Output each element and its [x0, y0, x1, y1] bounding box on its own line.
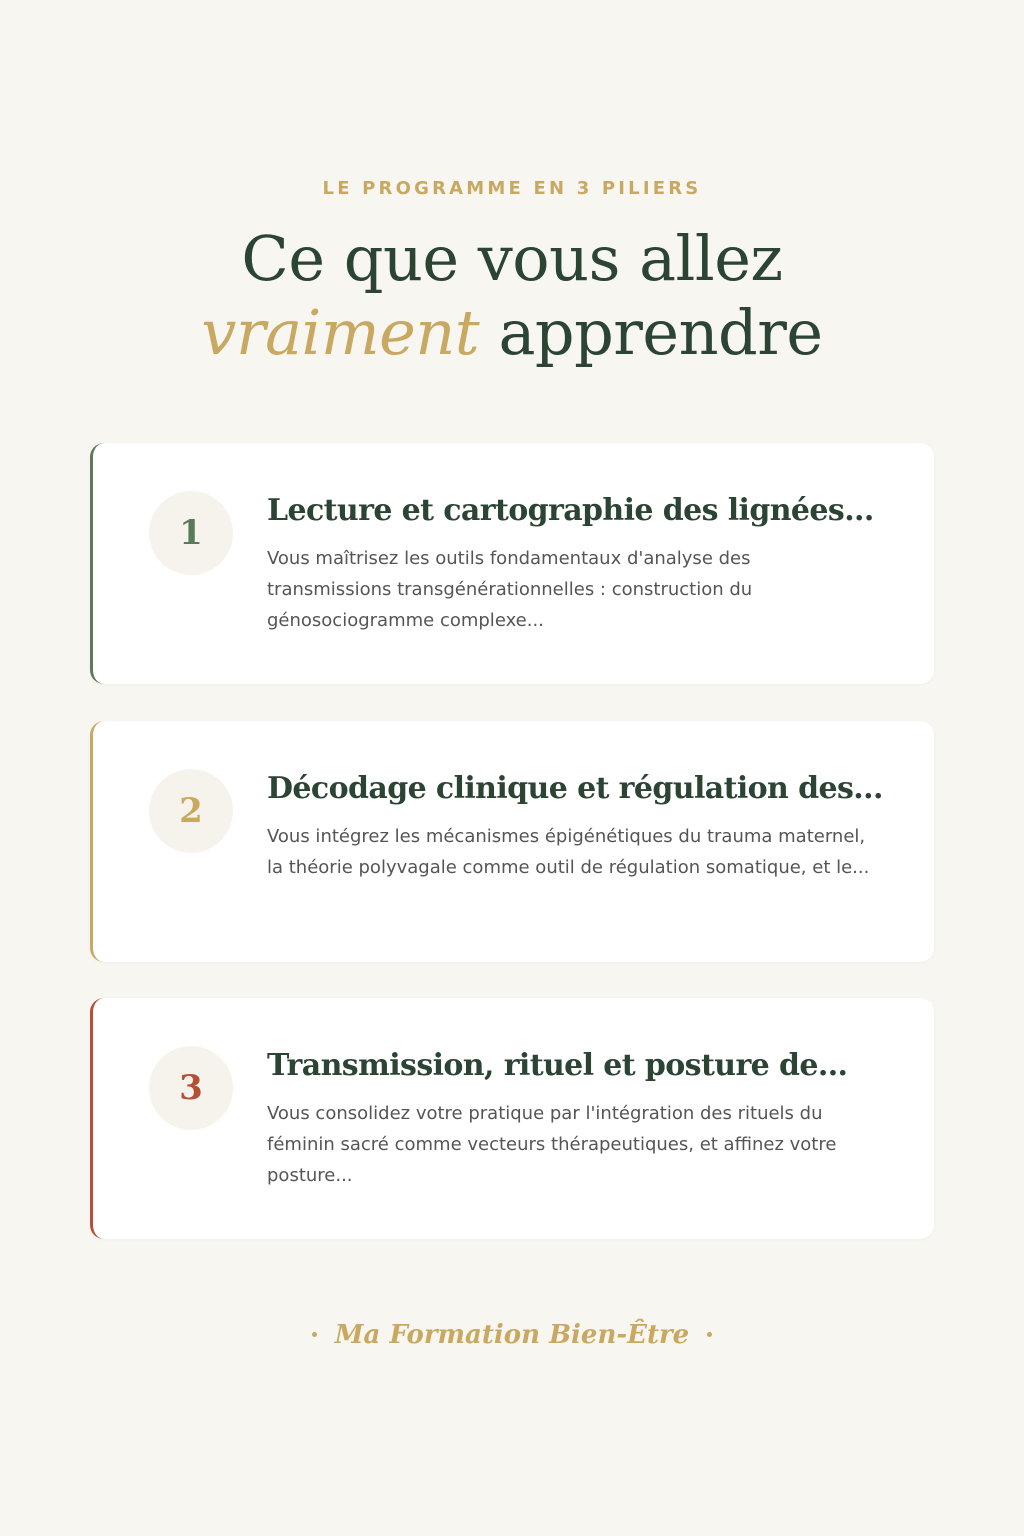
pillar-card-2: [90, 721, 934, 962]
pillar-description: Vous intégrez les mécanismes épigénétiques du trauma maternel, la théorie polyvagale comme outil de régulation somatique, et le...: [267, 826, 870, 878]
pillar-description: Vous consolidez votre pratique par l'intégration des rituels du féminin sacré comme vecteurs thérapeutiques, et affinez votre posture...: [267, 1103, 837, 1186]
title-line-2-rest: apprendre: [498, 296, 823, 369]
title-accent-word: vraiment: [201, 296, 480, 369]
pillar-card-3: [90, 998, 934, 1239]
title-line-1: Ce que vous allez: [241, 222, 783, 295]
footer-brand-name: Ma Formation Bien-Être: [334, 1320, 690, 1350]
footer-dot-right: [707, 1332, 712, 1337]
pillar-title: Transmission, rituel et posture de...: [267, 1048, 848, 1083]
pillar-card-1: [90, 443, 934, 684]
pillar-number-badge: 1: [149, 491, 233, 575]
footer-brand: [0, 1315, 1024, 1355]
pillar-title: Lecture et cartographie des lignées...: [267, 493, 874, 528]
footer-dot-left: [312, 1332, 317, 1337]
pillar-number-badge: 3: [149, 1046, 233, 1130]
section-eyebrow: LE PROGRAMME EN 3 PILIERS: [322, 178, 702, 199]
pillar-number-badge: 2: [149, 769, 233, 853]
pillar-description: Vous maîtrisez les outils fondamentaux d'analyse des transmissions transgénérationnelles : construction du génosociogramme complexe...: [267, 548, 753, 631]
page-title: [0, 222, 1024, 370]
pillar-title: Décodage clinique et régulation des...: [267, 771, 883, 806]
